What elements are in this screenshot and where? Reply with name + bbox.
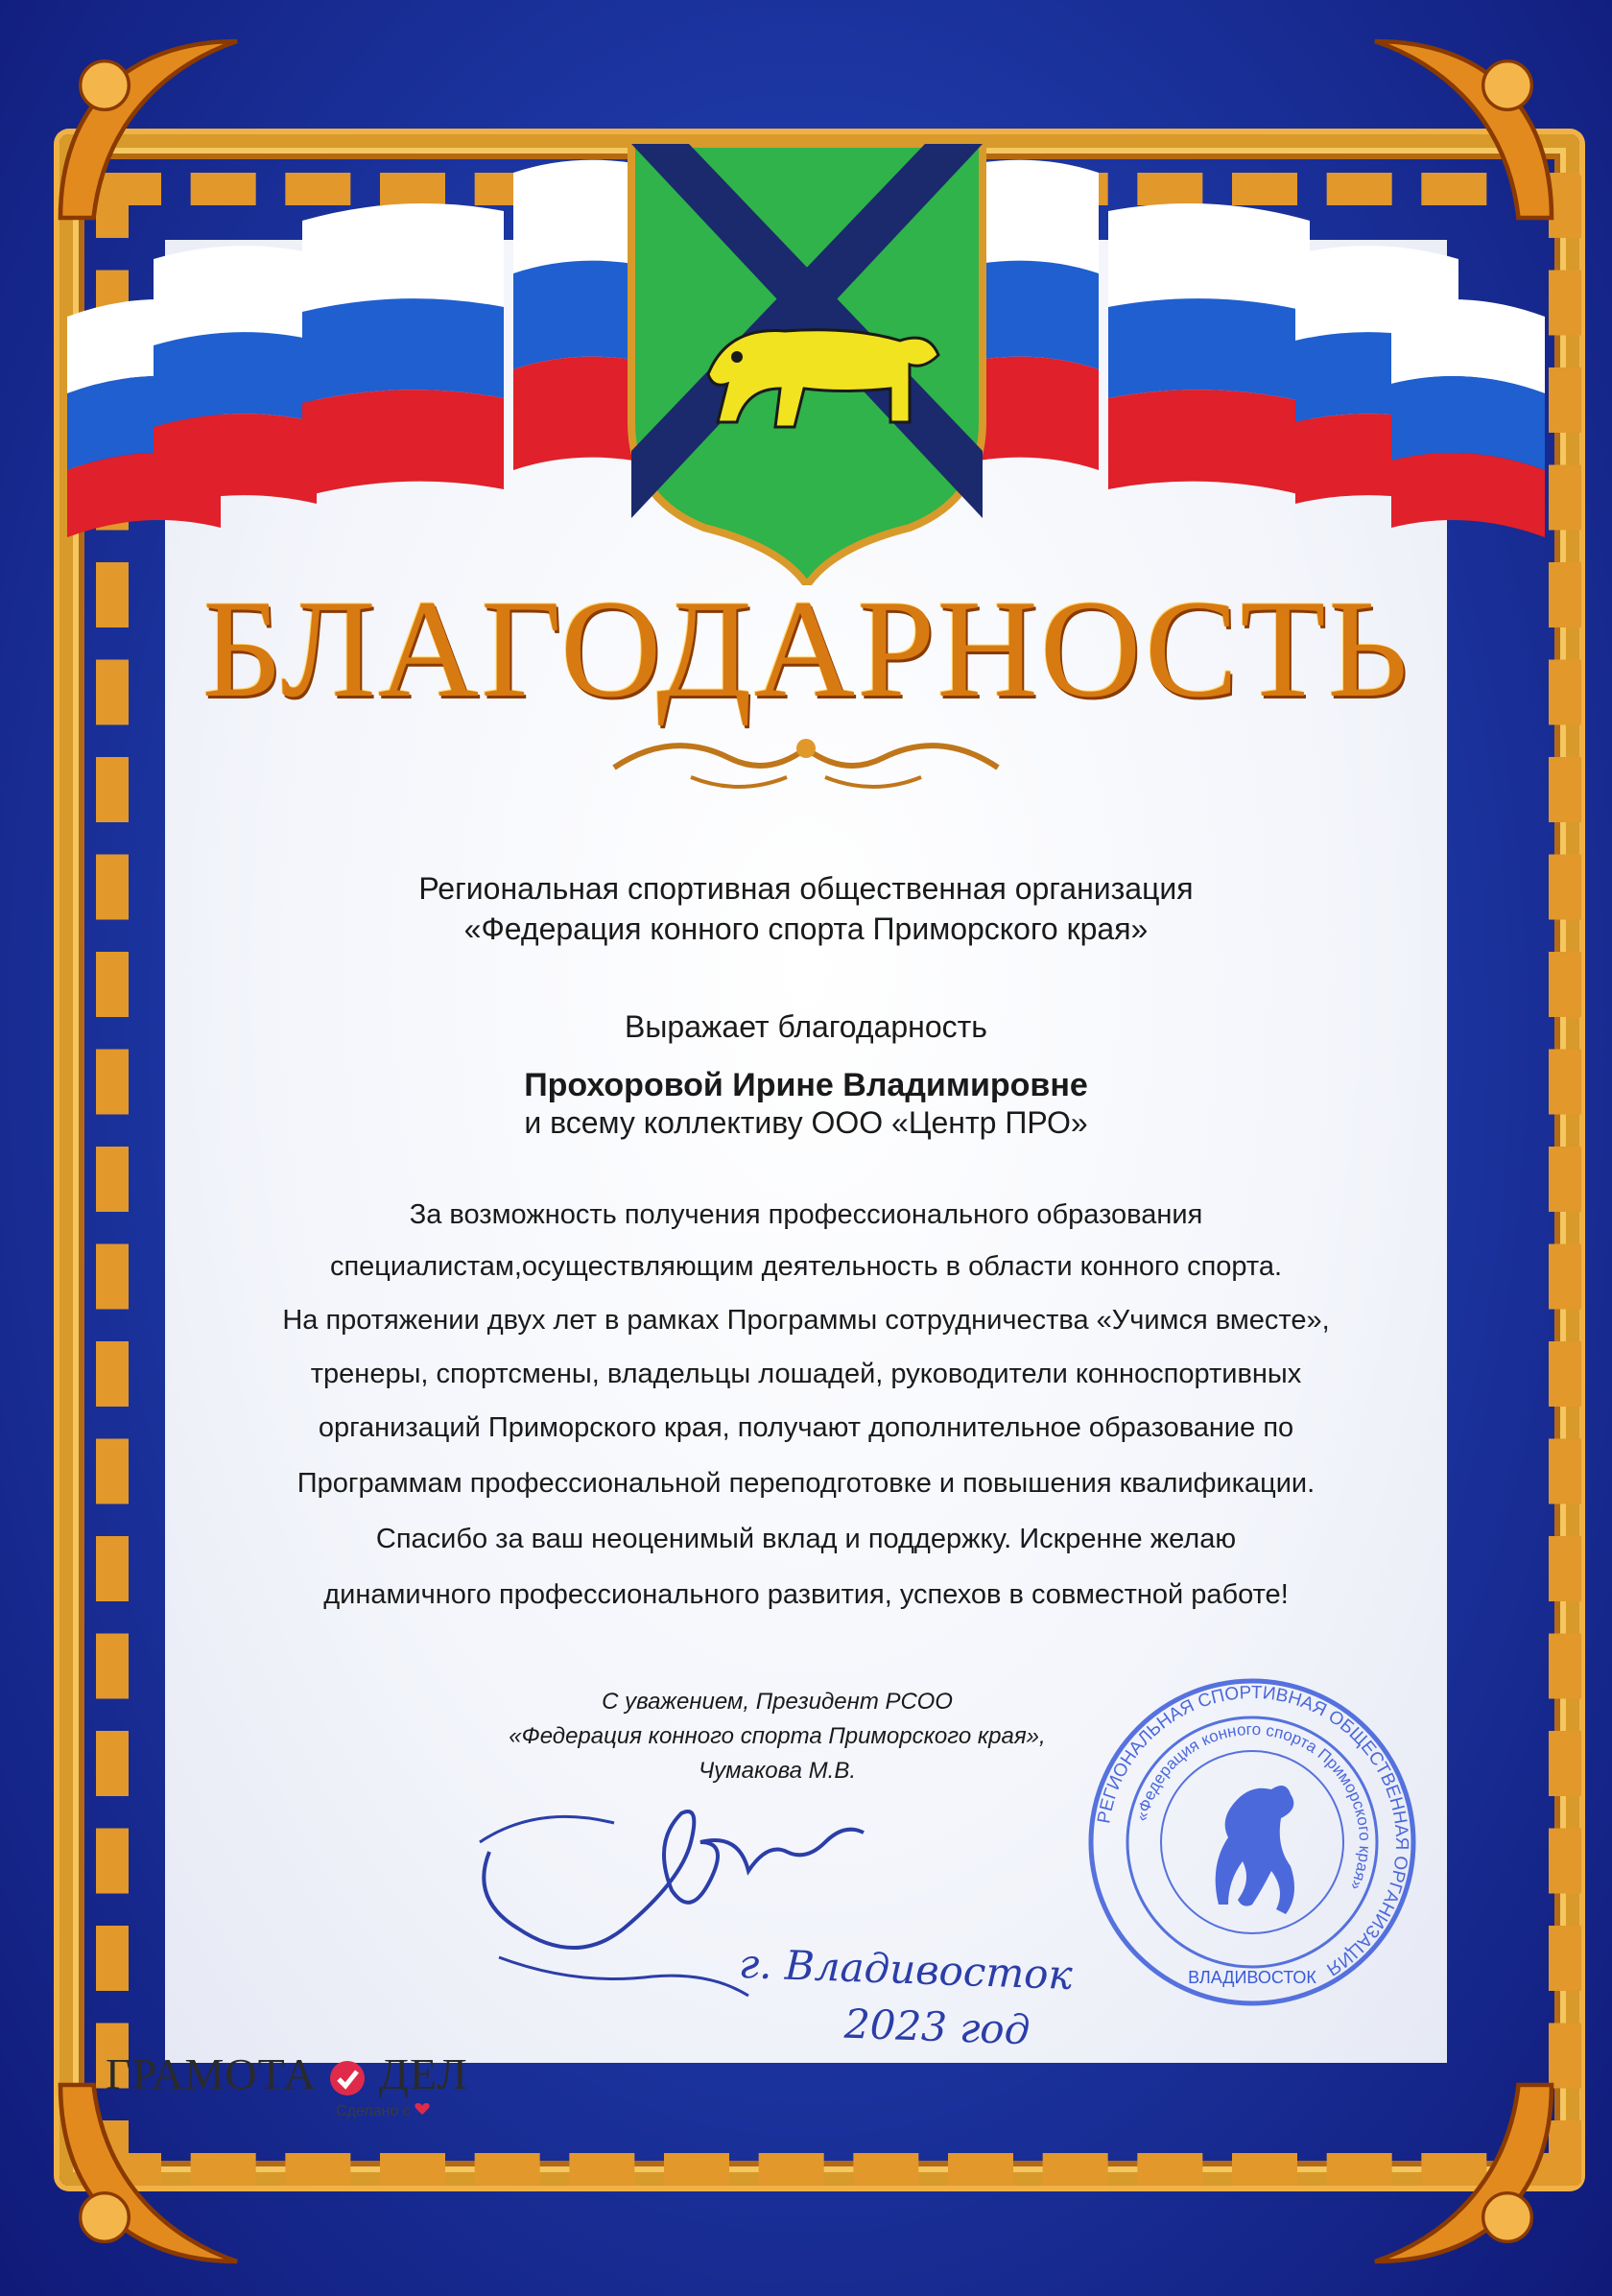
stamp-inner-text: «Федерация конного спорта Приморского края» <box>1132 1719 1375 1893</box>
coat-of-arms-icon <box>622 134 992 585</box>
handwritten-city: г. Владивосток <box>738 1939 1074 2000</box>
recipient-collective: и всему коллективу ООО «Центр ПРО» <box>524 1105 1088 1140</box>
expresses-gratitude: Выражает благодарность <box>625 1009 987 1044</box>
signature-line-1: С уважением, Президент РСОО <box>602 1689 953 1715</box>
organization-line-2: «Федерация конного спорта Приморского края» <box>463 911 1149 946</box>
body-line: Программам профессиональной переподготовке и повышения квалификации. <box>296 1468 1316 1499</box>
body-line: динамичного профессионального развития, успехов в совместной работе! <box>323 1579 1289 1610</box>
signature-line-2: «Федерация конного спорта Приморского края», <box>509 1723 1046 1749</box>
logo-text: ГРАМОТА ДЕЛ <box>106 2049 468 2098</box>
organization-line-1: Региональная спортивная общественная организация <box>418 871 1194 906</box>
signature-line-3: Чумакова М.В. <box>699 1758 856 1784</box>
flag-icon <box>293 192 513 499</box>
certificate-title: БЛАГОДАРНОСТЬ <box>202 571 1410 726</box>
organization-stamp <box>1084 1674 1420 2010</box>
flag-icon <box>1382 278 1554 537</box>
body-line: За возможность получения профессионального образования <box>409 1199 1203 1230</box>
heart-icon <box>415 2102 430 2116</box>
recipient-name: Прохоровой Ирине Владимировне <box>524 1067 1088 1103</box>
logo-subtitle: Сделано с <box>336 2102 430 2120</box>
handwritten-year: 2023 год <box>843 2000 1031 2054</box>
check-icon <box>328 2059 367 2097</box>
body-line: организаций Приморского края, получают дополнительное образование по <box>318 1412 1294 1443</box>
flag-icon <box>504 154 638 470</box>
stamp-city: ВЛАДИВОСТОК <box>1188 1968 1316 1987</box>
stamp-outer-text: РЕГИОНАЛЬНАЯ СПОРТИВНАЯ ОБЩЕСТВЕННАЯ ОРГАНИЗАЦИЯ <box>1094 1682 1412 1979</box>
corner-ornament-top-left <box>38 19 259 240</box>
flag-icon <box>974 154 1108 470</box>
maker-logo <box>106 2048 470 2125</box>
body-line: Спасибо за ваш неоценимый вклад и поддержку. Искренне желаю <box>375 1524 1237 1554</box>
body-line: На протяжении двух лет в рамках Программы сотрудничества «Учимся вместе», <box>282 1305 1330 1336</box>
corner-ornament-bottom-right <box>1353 2063 1574 2284</box>
body-line: тренеры, спортсмены, владельцы лошадей, руководители конноспортивных <box>310 1359 1302 1389</box>
title-ornament <box>595 720 1017 800</box>
horse-icon <box>1216 1786 1294 1914</box>
body-line: специалистам,осуществляющим деятельность в области конного спорта. <box>329 1251 1283 1282</box>
corner-ornament-top-right <box>1353 19 1574 240</box>
